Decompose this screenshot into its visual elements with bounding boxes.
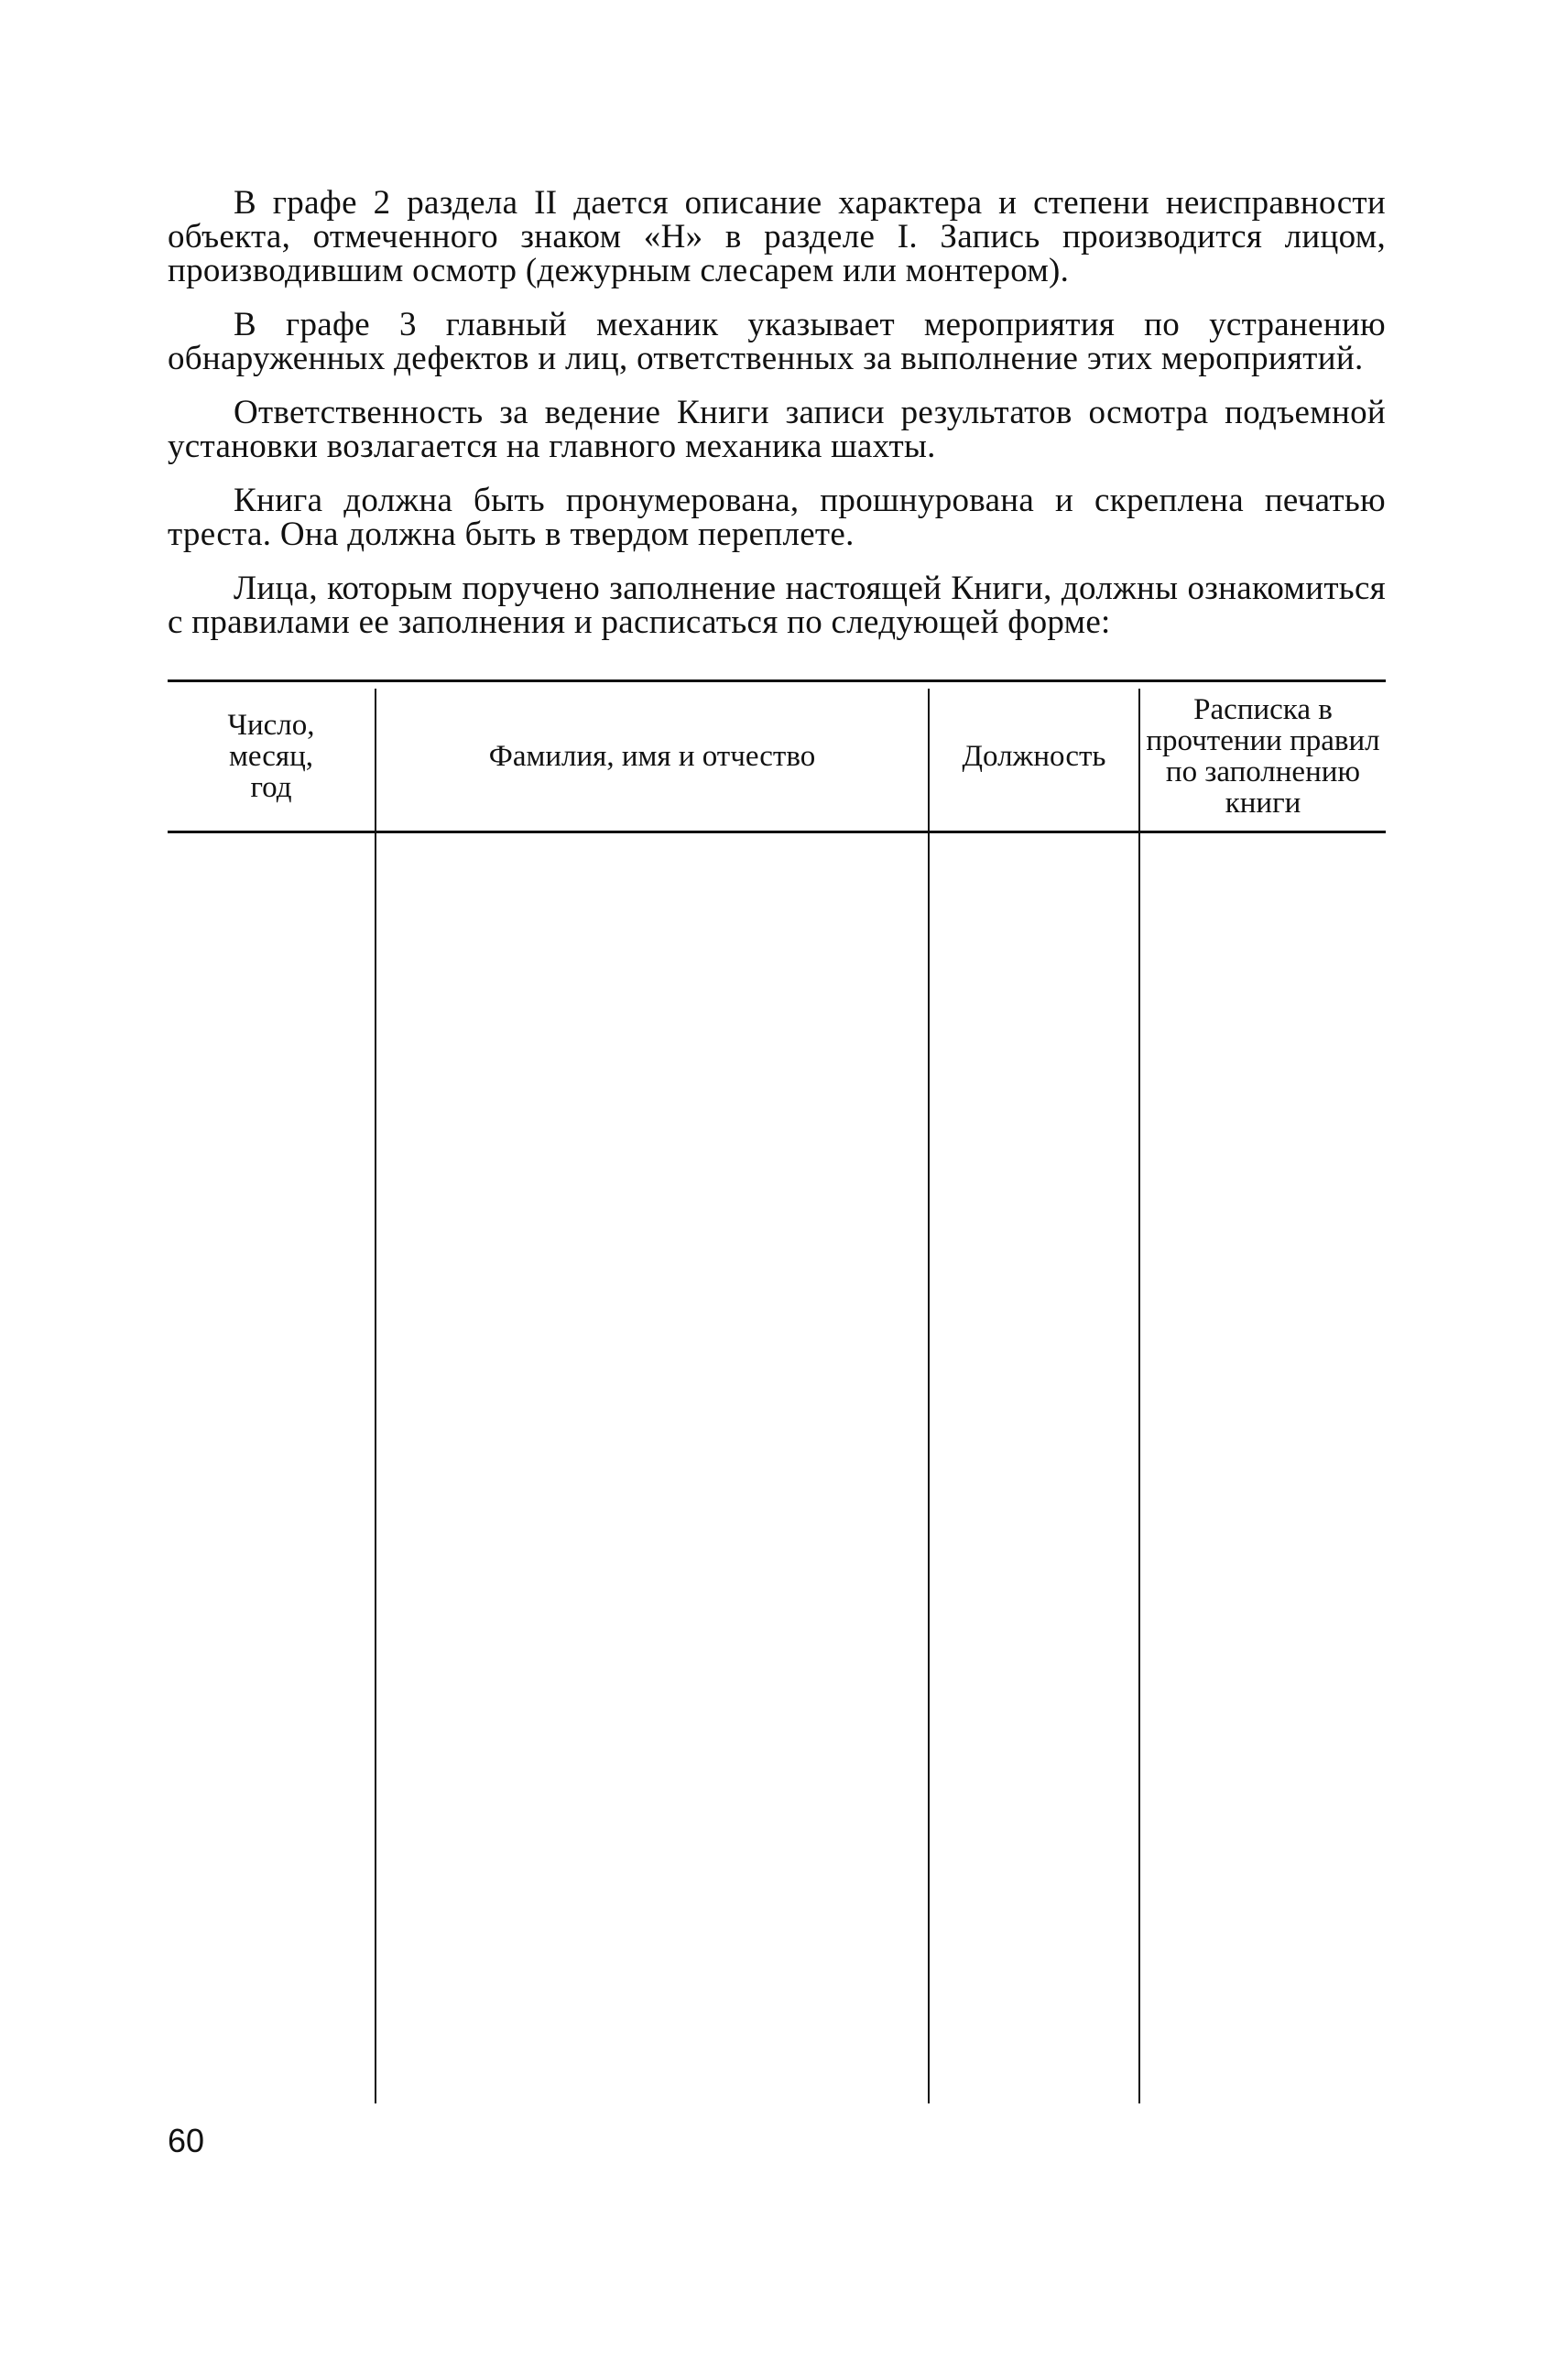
paragraph-signature-form: Лица, которым поручено заполнение настоящей Книги, должны ознакомиться с правилами ее заполнения и расписаться по следующей форме: [168,570,1386,641]
header-signature [1140,687,1386,826]
column-divider-2 [928,689,930,2103]
paragraph-section-3-measures: В графе 3 главный механик указывает мероприятия по устранению обнаруженных дефектов и лиц, ответственных за выполнение этих мероприятий. [168,306,1386,377]
header-signature-label: Расписка в прочтении правил по заполнению книги [1146,693,1380,820]
header-date-label: Число, месяц, год [227,709,315,804]
body-text [168,186,1386,659]
header-date [168,687,375,826]
header-full-name [376,687,928,826]
table-top-rule [168,679,1386,682]
page-number: 60 [168,2122,205,2159]
table-header-rule [168,831,1386,833]
paragraph-section-2-description: В графе 2 раздела II дается описание характера и степени неисправности объекта, отмеченного знаком «Н» в разделе I. Запись производится лицом, производившим осмотр (дежурным слесарем или монтером). [168,184,1386,289]
paragraph-book-binding: Книга должна быть пронумерована, прошнурована и скреплена печатью треста. Она должна быть в твердом переплете. [168,482,1386,553]
paragraph-responsibility: Ответственность за ведение Книги записи результатов осмотра подъемной установки возлагается на главного механика шахты. [168,394,1386,465]
header-position [930,687,1138,826]
header-position-label: Должность [962,740,1106,773]
header-full-name-label: Фамилия, имя и отчество [488,740,816,773]
column-divider-1 [375,689,376,2103]
column-divider-3 [1138,689,1140,2103]
signature-form-table [168,679,1386,2106]
